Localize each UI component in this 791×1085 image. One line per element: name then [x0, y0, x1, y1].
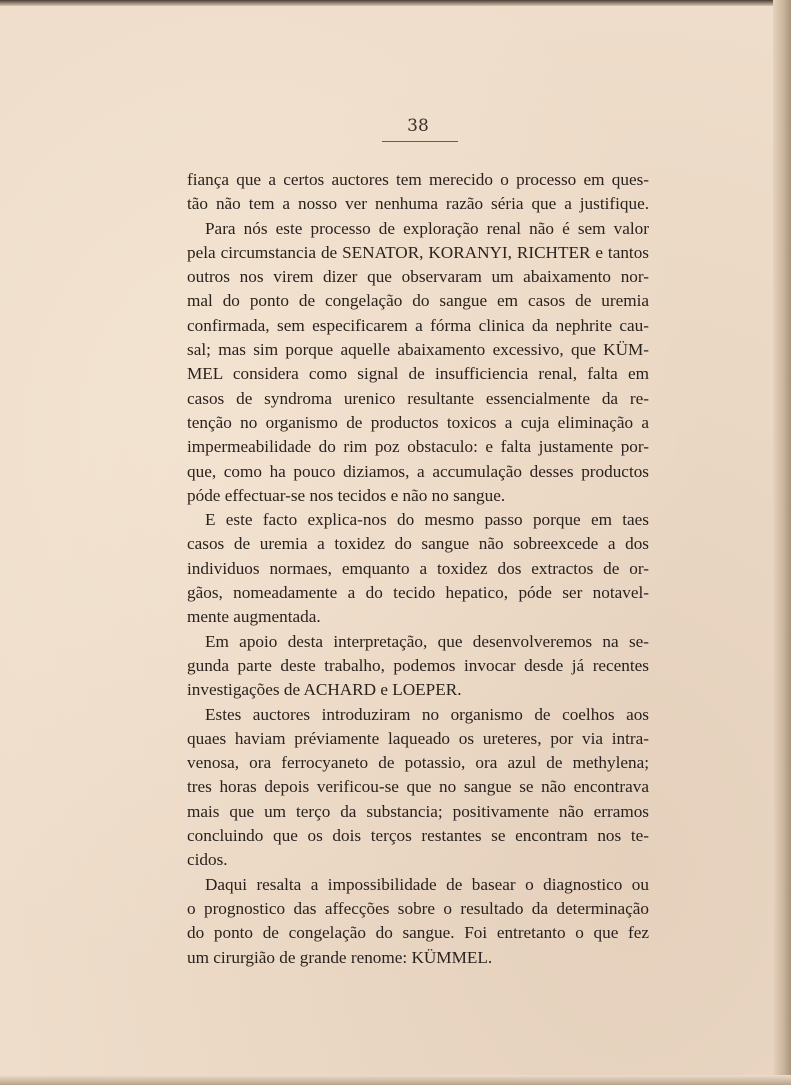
text-line: pela circumstancia de SENATOR, KORANYI, RICHTER e tantos: [187, 242, 649, 262]
text-line: Para nós este processo de exploração renal não é sem valor: [205, 218, 649, 238]
text-line: mente augmentada.: [187, 607, 321, 627]
text-line: concluindo que os dois terços restantes se encontram nos te-: [187, 826, 649, 846]
text-line: outros nos virem dizer que observaram um abaixamento nor-: [187, 267, 649, 287]
text-line: casos de syndroma urenico resultante essencialmente da re-: [187, 388, 649, 408]
header-rule: [382, 141, 458, 142]
text-line: cidos.: [187, 850, 228, 870]
text-line: Estes auctores introduziram no organismo de coelhos aos: [205, 704, 649, 724]
text-line: impermeabilidade do rim poz obstaculo: e falta justamente por-: [187, 437, 649, 457]
text-line: um cirurgião de grande renome: KÜMMEL.: [187, 947, 493, 967]
body-text: [187, 168, 649, 970]
text-line: tão não tem a nosso ver nenhuma razão séria que a justifique.: [187, 194, 649, 214]
text-line: sal; mas sim porque aquelle abaixamento excessivo, que KÜM-: [187, 340, 649, 360]
page-top-edge: [0, 0, 791, 6]
text-line: do ponto de congelação do sangue. Foi entretanto o que fez: [187, 923, 649, 943]
text-line: E este facto explica-nos do mesmo passo porque em taes: [205, 510, 649, 530]
page-number: 38: [407, 116, 429, 136]
text-line: mais que um terço da substancia; positivamente não erramos: [187, 801, 649, 821]
text-line: tenção no organismo de productos toxicos a cuja eliminação a: [187, 412, 649, 432]
text-line: Em apoio desta interpretação, que desenvolveremos na se-: [205, 631, 649, 651]
text-line: quaes haviam préviamente laqueado os ureteres, por via intra-: [187, 728, 649, 748]
text-line: MEL considera como signal de insufficiencia renal, falta em: [187, 364, 649, 384]
text-line: que, como ha pouco diziamos, a accumulação desses productos: [187, 461, 649, 481]
text-line: fiança que a certos auctores tem merecido o processo em ques-: [187, 170, 649, 189]
text-line: investigações de ACHARD e LOEPER.: [187, 680, 462, 700]
text-line: casos de uremia a toxidez do sangue não sobreexcede a dos: [187, 534, 649, 554]
text-line: individuos normaes, emquanto a toxidez dos extractos de or-: [187, 558, 649, 578]
page-right-edge: [773, 0, 791, 1085]
text-line: gãos, nomeadamente a do tecido hepatico, póde ser notavel-: [187, 583, 649, 603]
text-line: confirmada, sem especificarem a fórma clinica da nephrite cau-: [187, 315, 649, 335]
text-line: Daqui resalta a impossibilidade de basear o diagnostico ou: [205, 874, 649, 894]
text-line: tres horas depois verificou-se que no sangue se não encontrava: [187, 777, 649, 797]
text-line: gunda parte deste trabalho, podemos invocar desde já recentes: [187, 655, 649, 675]
text-line: póde effectuar-se nos tecidos e não no sangue.: [187, 485, 506, 505]
text-line: o prognostico das affecções sobre o resultado da determinação: [187, 898, 649, 918]
page-bottom-edge: [0, 1075, 791, 1085]
text-line: venosa, ora ferrocyaneto de potassio, ora azul de methylena;: [187, 753, 649, 773]
text-line: mal do ponto de congelação do sangue em casos de uremia: [187, 291, 649, 311]
